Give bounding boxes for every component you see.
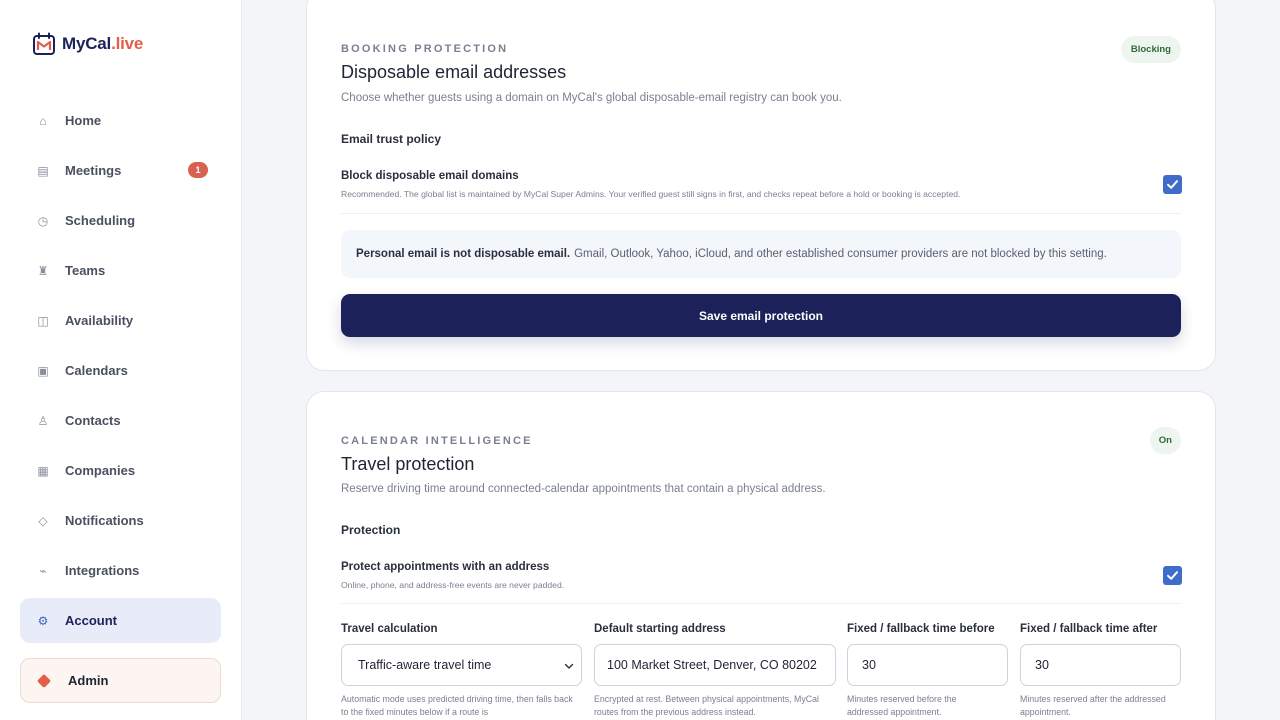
card-description: Choose whether guests using a domain on MyCal's global disposable-email registry can book you. [341,92,842,104]
option-title: Block disposable email domains [341,170,519,182]
sidebar-item-admin[interactable] [20,658,221,703]
chevron-down-icon [564,661,574,671]
sidebar-item-label: Teams [65,263,106,278]
card-title: Travel protection [341,454,475,474]
info-notice [341,230,1181,278]
sidebar-item-label: Contacts [65,413,121,428]
input-value: 30 [862,658,876,672]
starting-address-label: Default starting address [594,623,726,635]
sidebar-item-label: Meetings [65,163,122,178]
travel-calculation-label: Travel calculation [341,623,438,635]
sidebar-item-label: Account [65,613,117,628]
sidebar-item-label: Availability [65,313,134,328]
time-after-input[interactable] [1020,644,1181,686]
bell-icon: ◇ [38,513,48,528]
sidebar-item-integrations[interactable] [20,548,221,593]
section-label: Protection [341,523,401,537]
input-value: 100 Market Street, Denver, CO 80202 [607,658,817,672]
calendar-icon: ▣ [37,363,49,378]
option-help: Online, phone, and address-free events are never padded. [341,580,565,590]
block-disposable-checkbox[interactable] [1163,175,1182,194]
app-logo[interactable] [32,32,143,56]
check-icon [1166,569,1179,582]
field-help: Minutes reserved after the addressed appointment. [1020,694,1166,717]
sidebar-item-meetings[interactable] [20,148,221,193]
team-icon: ♜ [37,263,49,278]
sidebar-item-label: Admin [68,673,109,688]
sidebar-item-availability[interactable] [20,298,221,343]
sidebar-item-label: Notifications [65,513,144,528]
card-eyebrow: CALENDAR INTELLIGENCE [341,435,533,447]
time-after-label: Fixed / fallback time after [1020,623,1158,635]
app-name: MyCal.live [62,34,144,53]
availability-icon: ◫ [37,313,49,328]
sidebar-item-label: Companies [65,463,136,478]
sidebar [0,0,242,720]
option-title: Protect appointments with an address [341,561,550,573]
home-icon: ⌂ [39,113,47,128]
divider [341,603,1181,604]
sidebar-nav [20,98,221,648]
notice-bold: Personal email is not disposable email. [356,248,571,260]
list-icon: ▤ [37,163,49,178]
card-eyebrow: BOOKING PROTECTION [341,43,509,55]
starting-address-input[interactable] [594,644,836,686]
sidebar-item-label: Integrations [65,563,140,578]
clock-icon: ◷ [37,213,49,228]
sidebar-item-companies[interactable] [20,448,221,493]
meetings-count-badge: 1 [188,162,208,178]
field-help: Minutes reserved before the addressed appointment. [847,694,957,717]
calendar-logo-icon [32,32,56,56]
check-icon [1166,178,1179,191]
option-help: Recommended. The global list is maintained by MyCal Super Admins. Your verified guest still signs in first, and checks repeat before a hold or booking is accepted. [341,189,961,199]
select-value: Traffic-aware travel time [358,658,492,672]
person-icon: ♙ [37,413,49,428]
status-badge: Blocking [1121,36,1181,63]
building-icon: ▦ [37,463,49,478]
plug-icon: ⌁ [39,563,47,578]
travel-protection-card [306,391,1216,720]
sidebar-item-home[interactable] [20,98,221,143]
time-before-input[interactable] [847,644,1008,686]
sidebar-item-label: Home [65,113,102,128]
travel-calculation-select[interactable] [341,644,582,686]
sidebar-item-label: Scheduling [65,213,136,228]
input-value: 30 [1035,658,1049,672]
field-help: Automatic mode uses predicted driving time, then falls back to the fixed minutes below if a route is [341,694,573,717]
admin-diamond-icon [37,673,51,687]
field-help: Encrypted at rest. Between physical appointments, MyCal routes from the previous address instead. [594,694,819,717]
sidebar-item-notifications[interactable] [20,498,221,543]
sidebar-item-label: Calendars [65,363,128,378]
sidebar-item-scheduling[interactable] [20,198,221,243]
time-before-label: Fixed / fallback time before [847,623,995,635]
email-protection-card [306,0,1216,371]
gear-icon: ⚙ [37,613,49,628]
notice-text: Gmail, Outlook, Yahoo, iCloud, and other established consumer providers are not blocked by this setting. [574,248,1107,260]
save-email-protection-button[interactable]: Save email protection [341,294,1181,337]
status-badge: On [1150,427,1181,454]
sidebar-item-account[interactable] [20,598,221,643]
section-label: Email trust policy [341,132,442,146]
sidebar-item-teams[interactable] [20,248,221,293]
card-description: Reserve driving time around connected-calendar appointments that contain a physical address. [341,483,826,495]
sidebar-item-contacts[interactable] [20,398,221,443]
sidebar-item-calendars[interactable] [20,348,221,393]
protect-address-checkbox[interactable] [1163,566,1182,585]
card-title: Disposable email addresses [341,62,567,82]
divider [341,213,1181,214]
